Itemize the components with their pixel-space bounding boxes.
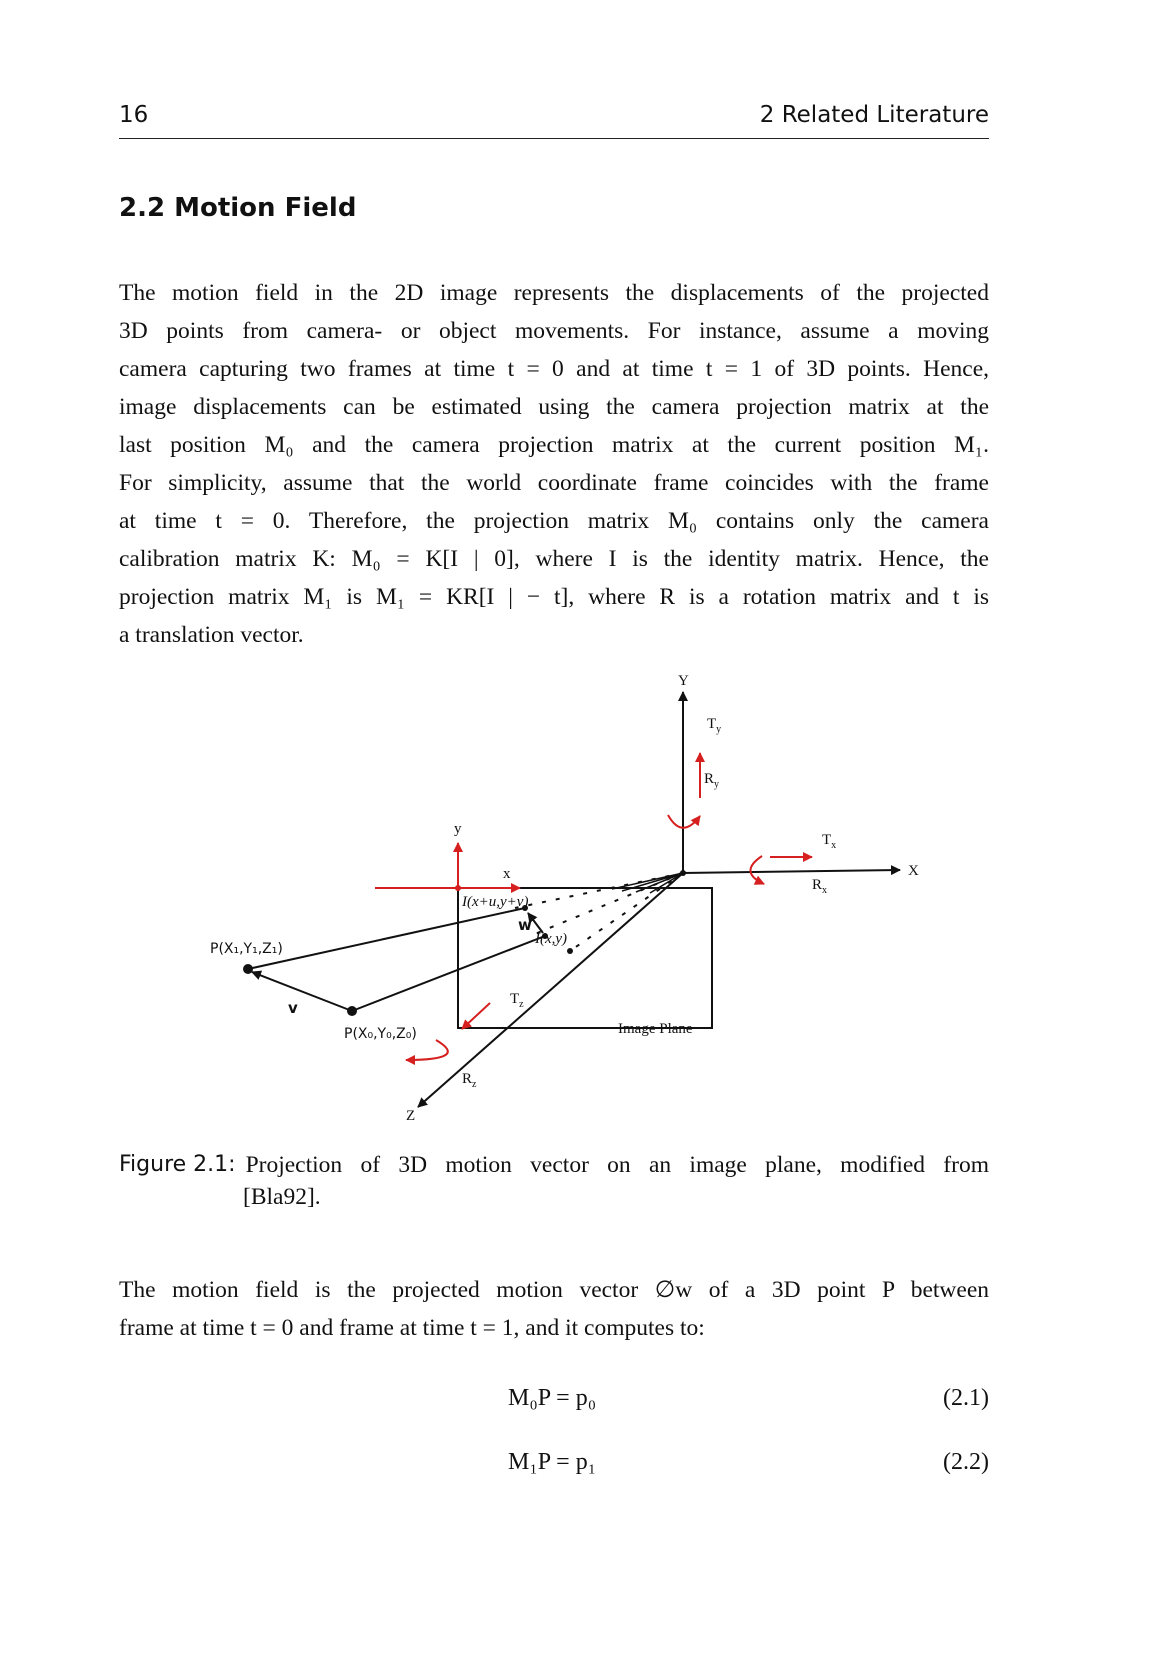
x-axis [683,870,900,873]
label-p1: P(X₁,Y₁,Z₁) [210,941,283,957]
label-i-shift: I(x+u,y+v) [462,894,529,910]
paragraph-line: a translation vector. [119,622,304,648]
label-local-x: x [503,866,511,882]
header-rule [119,138,989,139]
label-p0: P(X₀,Y₀,Z₀) [344,1026,417,1042]
paragraph-line: at time t = 0. Therefore, the projection matrix M₀ contains only the camera [119,508,989,534]
label-w: w [518,916,532,934]
label-ty: $T_y$ [707,716,722,735]
paragraph-line: calibration matrix K: M₀ = K[I | 0], where I is the identity matrix. Hence, the [119,546,989,572]
motion-vector-v [252,972,352,1011]
caption-line-2: [Bla92]. [243,1184,321,1210]
label-ry: $R_y$ [704,771,720,790]
equation-expression: M₀P = p₀ [508,1385,597,1411]
label-Y: Y [678,673,689,689]
label-image-plane: Image Plane [618,1021,693,1037]
paragraph-line: The motion field is the projected motion vector ∅w of a 3D point P between [119,1277,989,1303]
paragraph-line: 3D points from camera- or object movements. For instance, assume a moving [119,318,989,344]
point-origin [680,870,686,876]
label-i-xy: I(x,y) [535,931,568,947]
label-rz: $R_z$ [462,1071,477,1090]
point-p0 [347,1006,357,1016]
section-title: 2.2 Motion Field [119,193,357,223]
running-header: 2 Related Literature [759,102,989,128]
page-number: 16 [119,102,149,128]
paragraph-2 [119,1271,989,1347]
rz-rotation-arrow [406,1040,448,1060]
equation-2-1 [119,1385,989,1425]
equation-number: (2.1) [943,1385,989,1411]
caption-label: Figure 2.1: [119,1152,236,1177]
equation-expression: M₁P = p₁ [508,1449,597,1475]
label-local-y: y [454,821,462,837]
label-v: v [288,999,298,1017]
paragraph-line: image displacements can be estimated using the camera projection matrix at the [119,394,989,420]
rx-rotation-arrow [750,856,764,884]
paragraph-line: last position M₀ and the camera projection matrix at the current position M₁. [119,432,989,458]
paragraph-1 [119,274,989,654]
label-tz: $T_z$ [510,991,524,1010]
paragraph-line: The motion field in the 2D image represents the displacements of the projected [119,280,989,306]
paragraph-line: For simplicity, assume that the world coordinate frame coincides with the frame [119,470,989,496]
paragraph-line: frame at time t = 0 and frame at time t = 1, and it computes to: [119,1315,705,1341]
point-p1 [243,964,253,974]
tz-arrow [462,1003,490,1029]
label-Z: Z [406,1108,416,1124]
equation-number: (2.2) [943,1449,989,1475]
figure-caption [119,1149,989,1213]
point-ray-end [567,948,573,954]
equation-2-2 [119,1449,989,1489]
caption-line-1: Projection of 3D motion vector on an image plane, modified from [245,1152,989,1178]
label-tx: $T_x$ [822,832,837,851]
motion-projection-figure [200,668,960,1138]
paragraph-line: projection matrix M₁ is M₁ = KR[I | − t], where R is a rotation matrix and t is [119,584,989,610]
paragraph-line: camera capturing two frames at time t = 0 and at time t = 1 of 3D points. Hence, [119,356,989,382]
label-X: X [908,863,919,879]
label-rx: $R_x$ [812,877,828,896]
